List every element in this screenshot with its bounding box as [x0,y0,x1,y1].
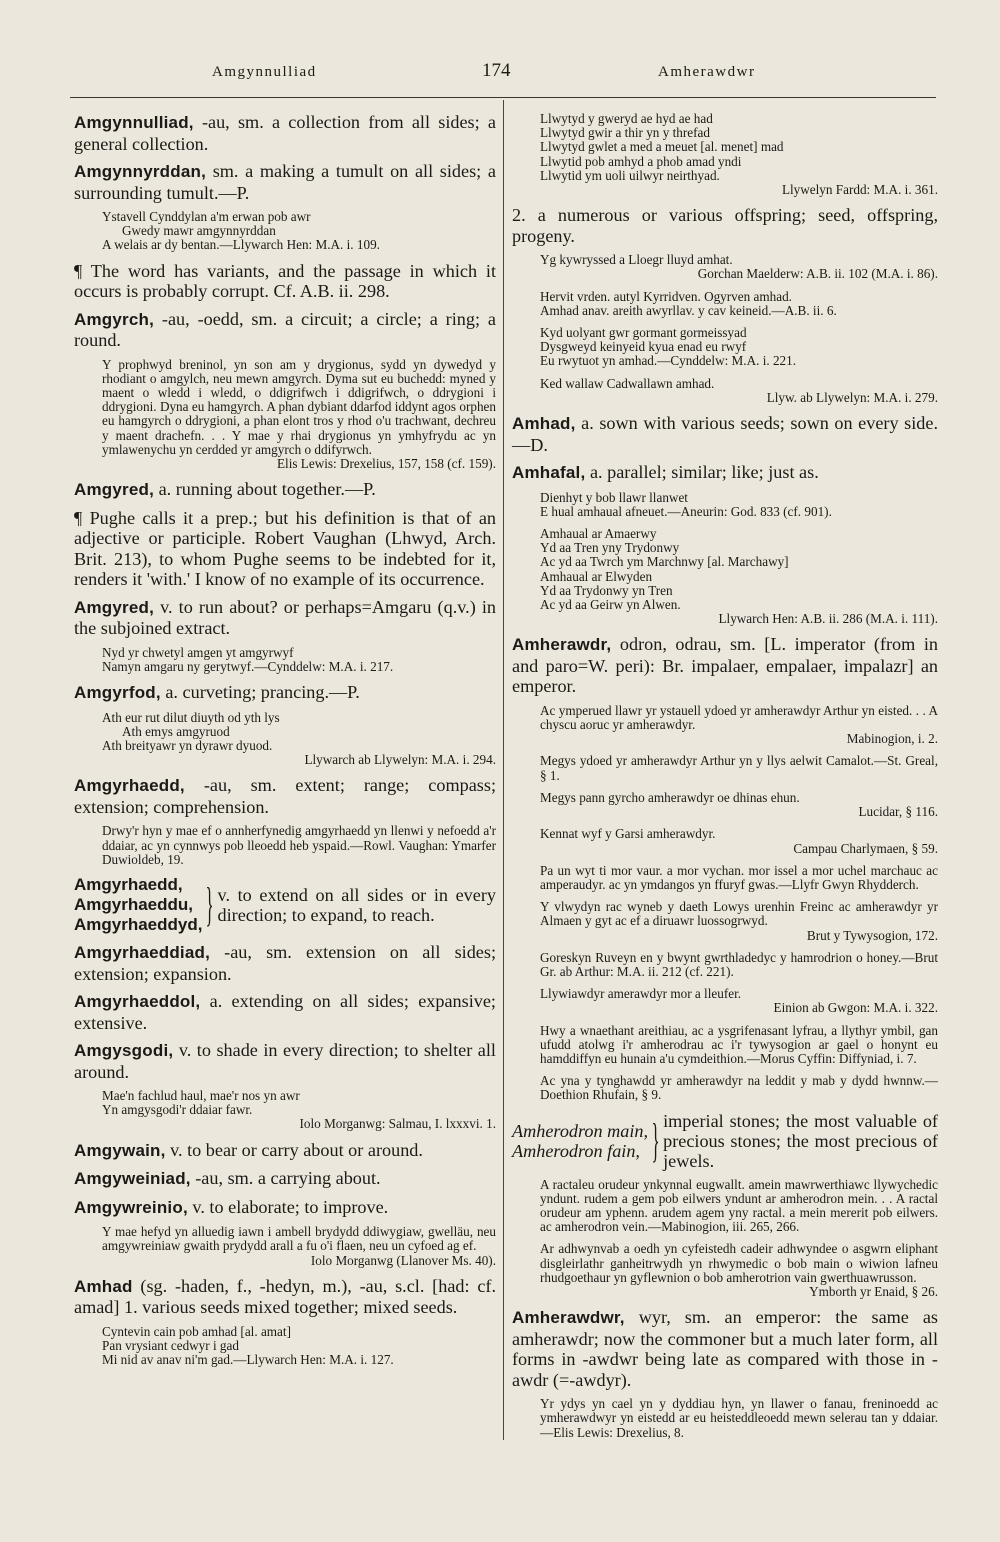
citation-text: Kennat wyf y Garsi amherawdyr. [540,826,716,842]
right-column [512,112,938,1448]
citation-line: Yn amgysgodi'r ddaiar fawr. [102,1102,253,1118]
citation-line: Ath emys amgyruod [122,723,230,739]
citation-line: Llwytid pob amhyd a phob amad yndi [540,153,742,169]
citation-text: Ac yna y tynghawdd yr amherawdyr na leddit y mab y dydd hwnnw.—Doethion Rhufain, § 9. [540,1073,938,1103]
citation-source: Ymborth yr Enaid, § 26. [809,1283,938,1299]
entry-definition: -au, sm. a carrying about. [190,1168,381,1189]
entry-headword: Amgynnyrddan, [74,162,207,181]
grouped-headwords [74,875,202,935]
grouped-definition: v. to extend on all sides or in every direction; to expand, to reach. [217,885,496,926]
entry-definition: a. extending on all sides; expansive; extensive. [74,991,496,1033]
entry-headword: Amgyred, [74,480,155,500]
citation-text: Y vlwydyn rac wyneb y daeth Lowys urenhin Freinc ac amherawdyr yr Almaen y gyt ac ef a diruawr luossogrwyd. [540,899,938,929]
citation-block [512,951,938,979]
dictionary-entry [74,1197,496,1219]
citation-text: Llywiawdyr amerawdyr mor a lleufer. [540,986,742,1002]
running-head [70,60,940,86]
grouped-entry [74,875,496,935]
citation-line: Ath eur rut dilut diuyth od yth lys [102,709,280,725]
entry-headword: Amgyrhaeddiad, [74,943,210,963]
citation-block [512,1074,938,1102]
dictionary-entry [74,942,496,984]
dictionary-entry [512,634,938,697]
citation-source: Iolo Morganwg: Salmau, I. lxxxvi. 1. [299,1116,496,1132]
entry-headword: Amgywain, [74,1140,166,1160]
citation-block [512,1024,938,1067]
entry-definition: v. to run about? or perhaps=Amgaru (q.v.) in the subjoined extract. [74,596,496,639]
grouped-headword: Amherodron main, [512,1120,649,1141]
citation-line: Amhaual ar Elwyden [540,568,653,584]
citation-text: Megys ydoed yr amherawdyr Arthur yn y llys aelwit Camalot.—St. Greal, § 1. [540,753,938,783]
entry-headword: Amhad [74,1276,133,1296]
entry-definition: odron, odrau, sm. [L. imperator (from in and paro=W. peri): Br. impalaer, empalaer, impalazr] an emperor. [512,634,938,697]
page-number: 174 [482,60,511,81]
dictionary-entry [74,1040,496,1082]
citation-block [512,326,938,369]
entry-headword: Amgyrfod, [74,683,161,703]
entry-headword: Amherawdwr, [512,1308,625,1328]
citation-line: Ath breityawr yn dyrawr dyuod. [102,738,273,754]
dictionary-entry [74,775,496,817]
citation-block [512,900,938,943]
citation-line: Amhad anav. areith awyrllav. y cav keineid.—A.B. ii. 6. [540,302,837,318]
brace-symbol: } [205,878,215,932]
citation-line: Eu rwytuot yn amhad.—Cynddelw: M.A. i. 221. [540,353,797,369]
citation-text: Y mae hefyd yn alluedig iawn i ambell brydydd ddiwygiaw, gwelläu, neu amgywreiniaw gwaith prydydd arall a fu o'i flaen, neu un cyfoed ag ef. [102,1224,496,1254]
citation-block [512,1397,938,1440]
grouped-headword: Amgyrhaeddyd, [74,915,203,935]
citation-block [512,253,938,281]
citation-source: Campau Charlymaen, § 59. [793,840,938,856]
entry-definition: -au, sm. a collection from all sides; a general collection. [74,112,496,154]
citation-block [74,711,496,768]
citation-block [74,1325,496,1368]
entry-headword: Amgyweiniad, [74,1169,191,1189]
entry-definition: a. sown with various seeds; sown on every side.—D. [512,413,938,455]
citation-line: E hual amhaual afneuet.—Aneurin: God. 833 (cf. 901). [540,503,832,519]
citation-block [512,987,938,1015]
grouped-entry [512,1111,938,1171]
citation-block [74,646,496,674]
dictionary-entry [74,597,496,639]
citation-text: Megys pann gyrcho amherawdyr oe dhinas ehun. [540,789,800,805]
dictionary-entry [512,462,938,484]
right-guide-word: Amherawdwr [658,64,756,80]
dictionary-entry [74,1168,496,1190]
citation-line: Namyn amgaru ny gerytwyf.—Cynddelw: M.A. i. 217. [102,658,394,674]
citation-line: Mi nid av anav ni'm gad.—Llywarch Hen: M.A. i. 127. [102,1352,394,1368]
citation-line: Ac yd aa Twrch ym Marchnwy [al. Marchawy] [540,554,789,570]
grouped-headword: Amgyrhaedd, [74,875,183,895]
citation-block [512,527,938,626]
citation-block [512,864,938,892]
citation-block [512,754,938,782]
citation-source: Llywelyn Fardd: M.A. i. 361. [781,182,938,198]
citation-source: Lucidar, § 116. [858,804,938,820]
dictionary-entry [74,479,496,501]
citation-text: Goreskyn Ruveyn en y bwynt gwrthladedyc y hamrodrion o honey.—Brut Gr. ab Arthur: M.A. ii. 212 (cf. 221). [540,949,938,979]
entry-definition: a. running about together.—P. [154,479,376,500]
dictionary-entry [512,1307,938,1390]
entry-headword: Amhafal, [512,463,586,483]
citation-line: Gwedy mawr amgynnyrddan [122,223,276,239]
entry-headword: Amherawdr, [512,635,612,655]
entry-definition: a. parallel; similar; like; just as. [585,462,819,483]
entry-headword: Amgyrch, [74,309,155,329]
citation-line: Llwytyd gwlet a med a meuet [al. menet] mad [540,139,784,155]
citation-line: Mae'n fachlud haul, mae'r nos yn awr [102,1088,300,1104]
citation-text: Ar adhwynvab a oedh yn cyfeistedh cadeir adhwyndee o asgwrn eliphant disgleirlathr ganheitrwydh yn rhwymedic o bob main o wiwion lafneu rhudgoethaur yn gyflewnion o bob amherotrion vain gwerthuawrusson. [540,1241,938,1285]
sense-definition: 2. a numerous or various offspring; seed, offspring, progeny. [512,205,938,246]
entry-headword: Amgynnulliad, [74,113,194,132]
grouped-headword: Amherodron fain, [512,1140,640,1161]
entry-definition: -au, sm. extent; range; compass; extension; comprehension. [74,775,496,817]
grouped-definition: imperial stones; the most valuable of precious stones; the most precious of jewels. [663,1110,938,1171]
citation-line: Yd aa Tren yny Trydonwy [540,540,680,556]
citation-source: Mabinogion, i. 2. [846,731,938,747]
citation-text: Ac ymperued llawr yr ystauell ydoed yr amherawdyr Arthur yn eisted. . . A chyscu aoruc yr amherawdyr. [540,702,938,733]
citation-line: Llwytyd gwir a thir yn y threfad [540,125,710,141]
citation-block [74,358,496,472]
column-divider [503,100,504,1440]
entry-definition: -au, sm. extension on all sides; extension; expansion. [74,942,496,984]
citation-block [74,1225,496,1268]
citation-block [74,824,496,867]
brace-symbol: } [651,1113,660,1167]
citation-block [74,210,496,253]
citation-text: Y prophwyd breninol, yn son am y drygionus, sydd yn dywedyd y rhodiant o amgylch, neu mewn amgyrch. Dyma sut eu buchedd: myned y maent o wledd i wledd, o ddigrifwch i ddigrifwch, o ddrygioni i ddrygioni. Dyna eu hamgyrch. A phan dybiant ddarfod iddynt agos orphen eu hamgyrch o ddrygioni, a phan elont tros y rhod o'u trachwant, dechreu y maent drachefn. . . Y mae y rhai drygionus yn ymhyfrydu ac yn ymlawenychu yn cerdded yr amgyrch o ddifyrwch. [102,356,496,457]
dictionary-entry [74,161,496,203]
citation-line: Ked wallaw Cadwallawn amhad. [540,375,715,391]
editor-note: ¶ The word has variants, and the passage in which it occurs is probably corrupt. Cf. A.B. ii. 298. [74,260,496,302]
dictionary-entry [74,1276,496,1318]
entry-definition: v. to elaborate; to improve. [187,1196,389,1217]
entry-definition: v. to shade in every direction; to shelter all around. [74,1040,496,1082]
citation-source: Gorchan Maelderw: A.B. ii. 102 (M.A. i. 86). [697,266,938,282]
header-rule [70,97,936,98]
citation-block [512,491,938,519]
dictionary-entry [74,309,496,351]
dictionary-entry [74,1140,496,1162]
entry-definition: v. to bear or carry about or around. [165,1139,423,1160]
citation-line: Kyd uolyant gwr gormant gormeissyad [540,325,747,341]
citation-block [512,377,938,405]
citation-line: Nyd yr chwetyl amgen yt amgyrwyf [102,644,294,660]
citation-source: Llywarch ab Llywelyn: M.A. i. 294. [304,752,496,768]
entry-headword: Amgysgodi, [74,1041,174,1061]
citation-source: Iolo Morganwg (Llanover Ms. 40). [310,1252,496,1268]
citation-line: Llwytid ym uoli uilwyr neirthyad. [540,167,720,183]
entry-definition: -au, -oedd, sm. a circuit; a circle; a ring; a round. [74,308,496,351]
citation-block [512,704,938,747]
citation-block [512,290,938,318]
citation-text: Pa un wyt ti mor vaur. a mor vychan. mor issel a mor uchel marchauc ac amperaudyr. ac yn ymdangos yn ffuryf gwas.—Llyfr Gwyn Rhydderch. [540,862,938,892]
grouped-headwords [512,1121,648,1161]
citation-source: Einion ab Gwgon: M.A. i. 322. [773,1000,938,1016]
citation-line: Pan vrysiant cedwyr i gad [102,1337,239,1353]
citation-text: A ractaleu orudeur ynkynnal eugwallt. amein mawrwerthiawc llywychedic yndunt. rudem a gem pob eilwers yndunt ar amherodron mein. . . A ractal orudeur am yphenn. arudem agem yny ractal. a mein mererit pob eilwers. ac amherodron vein.—Mabinogion, iii. 265, 266. [540,1176,938,1235]
citation-source: Brut y Tywysogion, 172. [806,927,938,943]
entry-definition: sm. a making a tumult on all sides; a surrounding tumult.—P. [74,161,496,203]
citation-line: A welais ar dy bentan.—Llywarch Hen: M.A. i. 109. [102,237,380,253]
citation-line: Hervit vrden. autyl Kyrridven. Ogyrven amhad. [540,288,792,304]
entry-headword: Amgyred, [74,597,155,617]
citation-text: Yr ydys yn cael yn y dyddiau hyn, yn llawer o fanau, freninoedd ac ymherawdwyr yn eistedd ar eu heisteddleoedd mewn selerau tan y ddaiar.—Elis Lewis: Drexelius, 8. [540,1396,938,1440]
citation-block [512,1178,938,1235]
citation-block [512,112,938,197]
citation-line: Ystavell Cynddylan a'm erwan pob awr [102,209,311,224]
citation-source: Llyw. ab Llywelyn: M.A. i. 279. [766,389,938,405]
entry-definition: (sg. -haden, f., -hedyn, m.), -au, s.cl. [had: cf. amad] 1. various seeds mixed together; mixed seeds. [74,1275,496,1318]
citation-line: Cyntevin cain pob amhad [al. amat] [102,1323,291,1339]
citation-block [512,791,938,819]
entry-headword: Amgyrhaeddol, [74,992,201,1012]
entry-definition: wyr, sm. an emperor: the same as amherawdr; now the commoner but a much later form, all forms in -awdwr being late as compared with those in -awdr (=-awdyr). [512,1307,938,1390]
citation-line: Yd aa Trydonwy yn Tren [540,582,673,598]
citation-source: Elis Lewis: Drexelius, 157, 158 (cf. 159). [276,456,496,472]
citation-line: Amhaual ar Amaerwy [540,525,657,541]
entry-headword: Amgywreinio, [74,1197,188,1217]
citation-line: Ac yd aa Geirw yn Alwen. [540,596,681,612]
citation-block [74,1089,496,1132]
citation-block [512,1242,938,1299]
grouped-headword: Amgyrhaeddu, [74,895,194,915]
citation-line: Dienhyt y bob llawr llanwet [540,489,688,505]
citation-line: Dysgweyd keinyeid kyua enad eu rwyf [540,339,747,355]
citation-line: Llwytyd y gweryd ae hyd ae had [540,111,713,126]
entry-headword: Amhad, [512,414,576,434]
entry-headword: Amgyrhaedd, [74,776,185,796]
dictionary-entry [74,112,496,154]
citation-line: Yg kywryssed a Lloegr lluyd amhat. [540,252,733,268]
citation-text: Drwy'r hyn y mae ef o annherfynedig amgyrhaedd yn llenwi y nefoedd a'r ddaiar, ac yn cynnwys pob lleoedd heb yspaid.—Rowl. Vaughan: Ymarfer Duwioldeb, 19. [102,823,496,867]
citation-block [512,827,938,855]
editor-note: ¶ Pughe calls it a prep.; but his definition is that of an adjective or participle. Robert Vaughan (Lhwyd, Arch. Brit. 213), to whom Pughe seems to be indebted for it, renders it 'with.' I know of no example of its occurrence. [74,507,496,590]
dictionary-entry [74,991,496,1033]
left-guide-word: Amgynnulliad [212,64,317,80]
dictionary-entry [512,413,938,455]
citation-text: Hwy a wnaethant areithiau, ac a ysgrifenasant lyfrau, a llythyr ymbil, gan ufudd atolwg i'r amherodrau ac i'r tywysogion ar gael o honynt eu hamddiffyn eu hunain a'u cymdeithion.—Morus Cyffin: Diffyniad, i. 7. [540,1022,938,1066]
left-column [74,112,496,1375]
citation-source: Llywarch Hen: A.B. ii. 286 (M.A. i. 111). [718,611,938,627]
entry-definition: a. curveting; prancing.—P. [160,682,360,703]
dictionary-entry [74,682,496,704]
